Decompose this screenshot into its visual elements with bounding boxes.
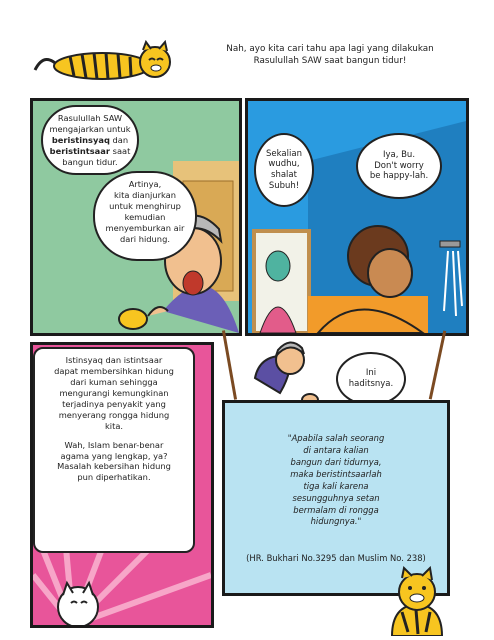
panel-3-question-2: agama yang lengkap, ya? [60,450,168,461]
narration-line-2: Rasulullah SAW saat bangun tidur! [253,55,407,66]
panel-4-bubble-line-1: Ini [365,368,377,379]
panel-3-line-7: kita. [104,420,124,431]
hadith-line-1: "Apabila salah seorang [287,433,385,443]
panel-3 [30,342,214,628]
panel-3-question-3: Masalah kebersihan hidung [57,461,171,472]
hadith-text [225,433,447,528]
hadith-line-2: di antara kalian [303,444,369,455]
panel-4-bubble-line-2: haditsnya. [348,379,394,389]
panel-3-line-6: menyerang rongga hidung [58,409,170,420]
panel-1-art-3: untuk menghirup [109,200,181,211]
panel-1-art-2: kita dianjurkan [114,189,176,200]
boy-line-1: Iya, Bu. [382,150,416,161]
panel-1-line-2: mengajarkan untuk [49,123,131,134]
boy-line-3: be happy-lah. [369,171,429,182]
panel-3-line-4: mengurangi kemungkinan [59,387,169,398]
panel-1-line-3-rest: dan [109,134,129,145]
panel-3-text-box [33,347,195,553]
panel-1-line-1: Rasulullah SAW [57,113,123,123]
panel-1-line-4-rest: saat [109,145,131,156]
mother-line-3: shalat [271,170,297,180]
panel-3-line-2: dapat membersihkan hidung [54,365,174,376]
panel-1 [30,98,242,336]
boy-speech-bubble [356,133,442,199]
narration-line-1: Nah, ayo kita cari tahu apa lagi yang dilakukan [226,44,434,54]
panel-1-art-6: dari hidung. [120,233,170,244]
tiger-mascot-top [30,40,180,82]
panel-3-line-3: dari kuman sehingga [70,376,158,387]
panel-1-explanation-bubble [41,105,139,175]
boy-line-2: Don't worry [374,160,424,171]
hadith-line-4: maka beristintsaarlah [290,468,382,479]
mother-line-1: Sekalian [266,148,302,159]
panel-3-line-1: Istinsyaq dan istintsaar [65,355,163,365]
panel-1-art-1: Artinya, [128,179,162,189]
panel-4-speech-bubble [336,352,406,406]
panel-2 [245,98,469,336]
hadith-line-3: bangun dari tidurnya, [290,456,382,467]
rope-right [429,330,446,399]
panel-3-question-4: pun diperhatikan. [77,472,151,483]
hadith-line-6: sesungguhnya setan [292,492,380,503]
panel-1-line-5: bangun tidur. [62,156,118,167]
tiger-mascot-bottom [382,566,452,636]
panel-1-art-5: menyemburkan air [105,222,185,233]
mother-line-4: Subuh! [268,180,300,191]
hadith-line-7: bermalam di rongga [293,504,379,515]
hadith-source: (HR. Bukhari No.3295 dan Muslim No. 238) [246,553,426,563]
rope-left [222,330,237,399]
term-istinsyaq: beristinsyaq [51,134,110,145]
panel-3-question-1: Wah, Islam benar-benar [64,439,164,450]
panel-1-meaning-bubble [93,171,197,261]
narration-caption [200,44,460,68]
term-istintsaar: beristintsaar [49,145,110,156]
hadith-line-5: tiga kali karena [303,480,369,491]
hadith-line-8: hidungnya." [310,516,362,527]
panel-3-line-5: terjadinya penyakit yang [62,398,166,409]
mother-speech-bubble [254,133,314,207]
panel-1-art-4: kemudian [124,211,166,222]
mother-line-2: wudhu, [268,159,300,170]
